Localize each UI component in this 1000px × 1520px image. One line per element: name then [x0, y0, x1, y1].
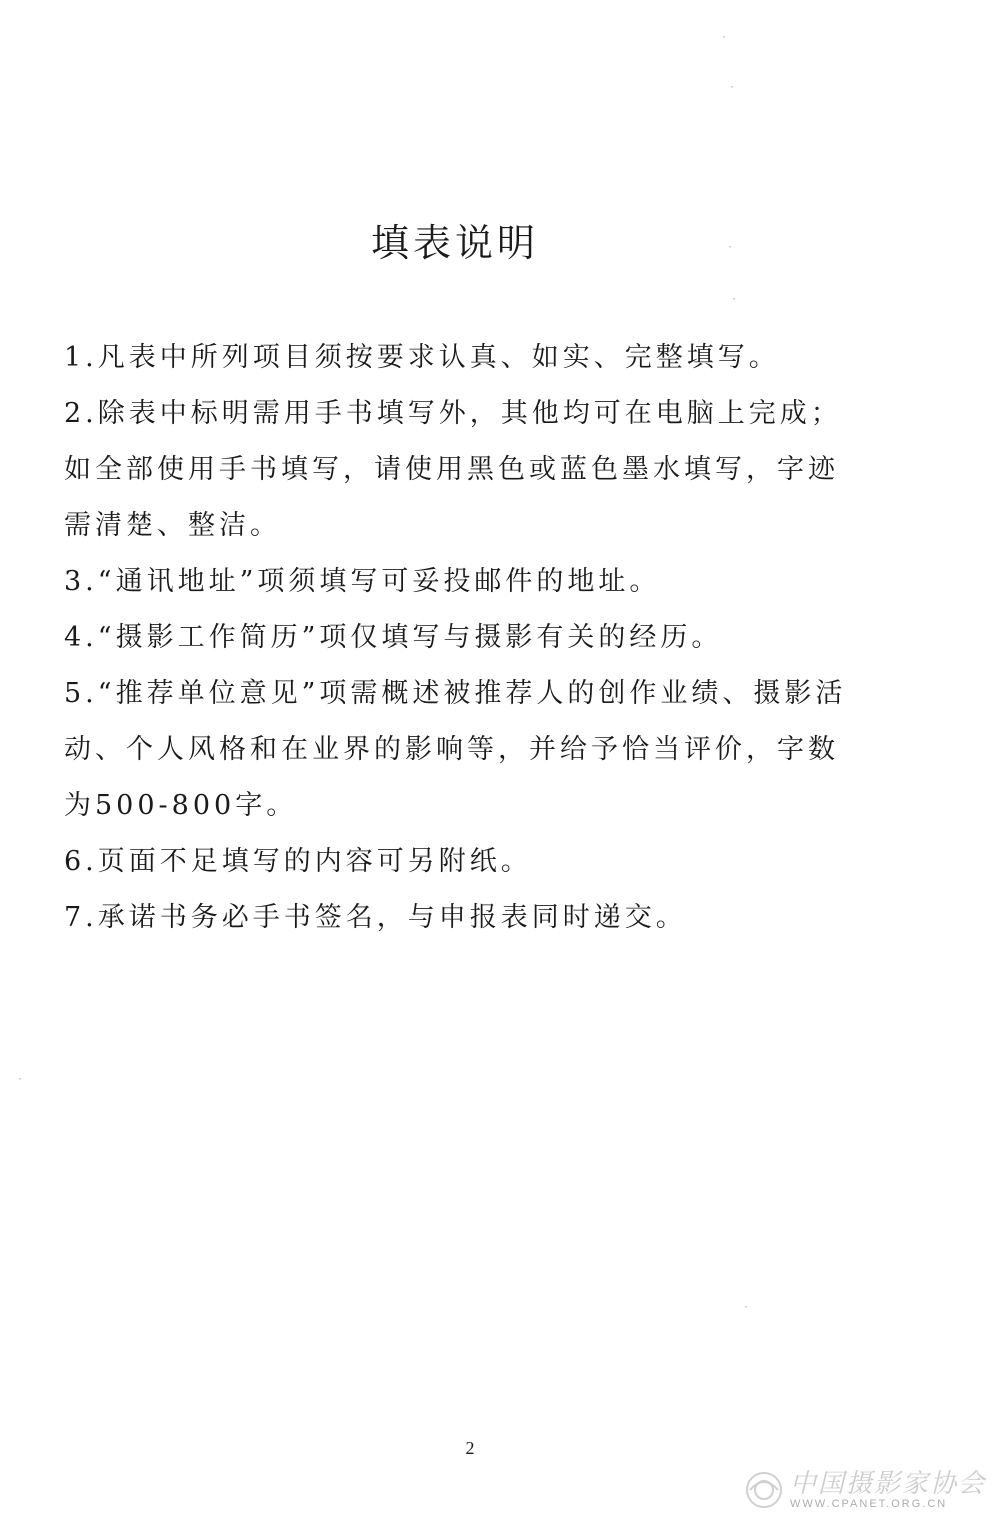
instructions-list: [64, 330, 864, 946]
instruction-item: 6.页面不足填写的内容可另附纸。: [64, 846, 532, 877]
instruction-item: 2.除表中标明需用手书填写外，其他均可在电脑上完成；如全部使用手书填写，请使用黑色或蓝色墨水填写，字迹需清楚、整洁。: [64, 398, 842, 541]
instruction-item: 3.“通讯地址”项须填写可妥投邮件的地址。: [64, 566, 661, 597]
watermark: [744, 1470, 986, 1510]
scan-speck: ᐧ: [728, 240, 732, 256]
instruction-item: 4.“摄影工作简历”项仅填写与摄影有关的经历。: [64, 622, 723, 653]
page-number: 2: [465, 1438, 475, 1458]
instruction-item: 5.“推荐单位意见”项需概述被推荐人的创作业绩、摄影活动、个人风格和在业界的影响等，并给予恰当评价，字数为500-800字。: [64, 678, 847, 821]
scan-speck: ᐧ: [18, 1072, 22, 1088]
instruction-item: 1.凡表中所列项目须按要求认真、如实、完整填写。: [64, 342, 780, 373]
scan-speck: ᐧ: [722, 30, 726, 46]
instruction-item: 7.承诺书务必手书签名，与申报表同时递交。: [64, 902, 687, 933]
scan-speck: ᐧ: [732, 292, 736, 308]
watermark-url: WWW.CPANET.ORG.CN: [789, 1498, 948, 1510]
scan-speck: ᐧ: [744, 1300, 748, 1316]
scan-speck: ᐧ: [730, 80, 734, 96]
association-logo-icon: [744, 1470, 784, 1510]
page-title: 填表说明: [370, 221, 539, 265]
watermark-name: 中国摄影家协会: [789, 1469, 986, 1499]
